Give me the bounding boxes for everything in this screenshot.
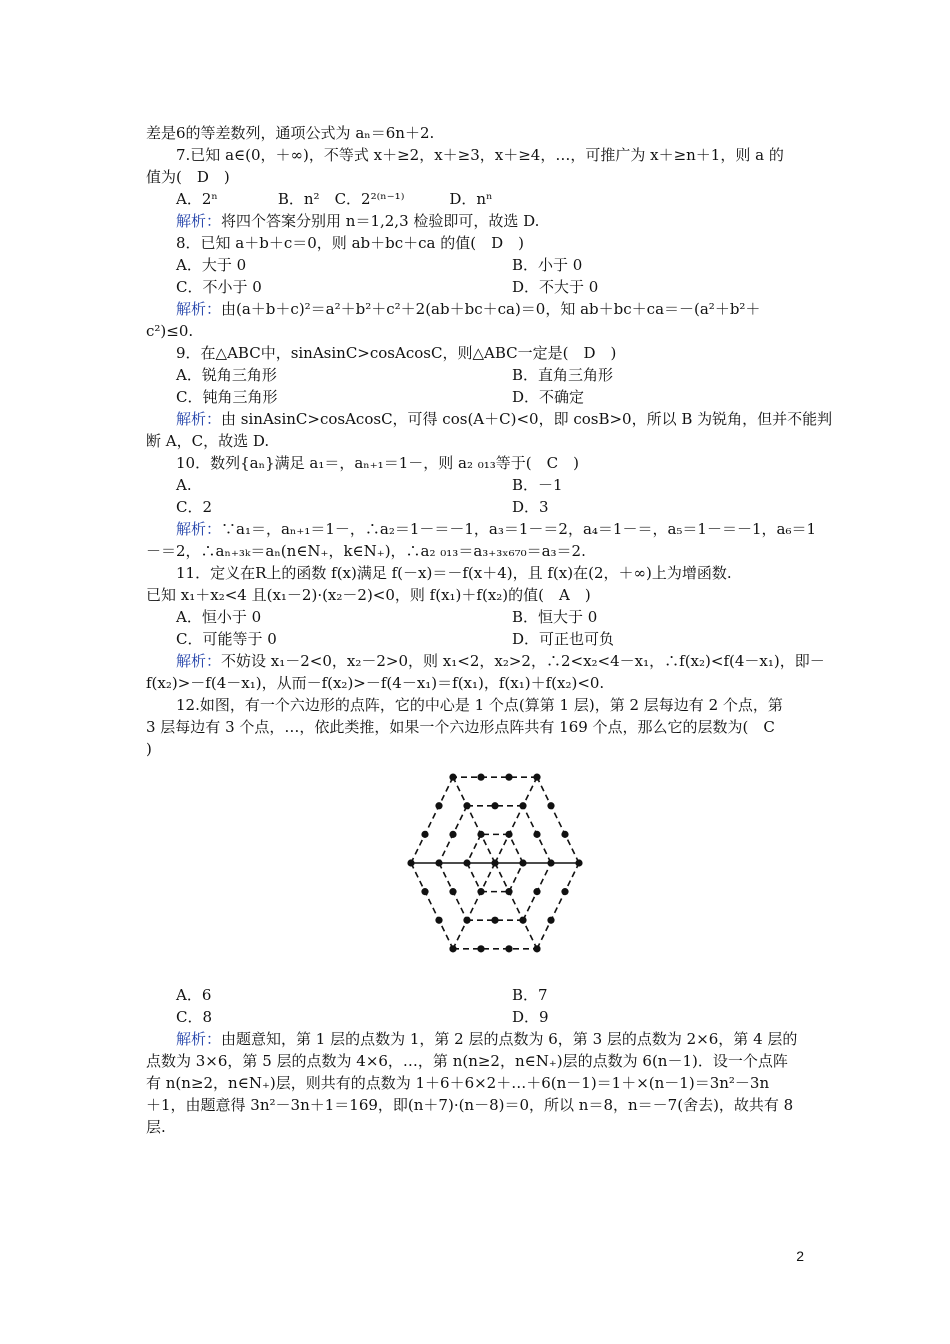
solution-text: 不妨设 x₁－2<0，x₂－2>0，则 x₁<2，x₂>2，∴2<x₂<4－x₁，∴f(x₂)<f(4－x₁)，即－ — [221, 652, 825, 670]
lattice-dot — [575, 859, 582, 866]
text-line: 已知 x₁＋x₂<4 且(x₁－2)·(x₂－2)<0，则 f(x₁)＋f(x₂)的值( A ) — [146, 586, 591, 604]
option-8a — [176, 255, 583, 275]
solution-9 — [176, 409, 832, 429]
lattice-dot — [449, 831, 456, 838]
lattice-dot — [561, 888, 568, 895]
dashed-edge — [495, 863, 537, 949]
solution-text: 由(a＋b＋c)²＝a²＋b²＋c²＋2(ab＋bc＋ca)＝0，知 ab＋bc＋ca＝－(a²＋b²＋ — [221, 300, 761, 318]
option-c: C．不小于 0 — [176, 278, 262, 296]
page-number: 2 — [796, 1248, 804, 1264]
lattice-dot — [421, 888, 428, 895]
text-line: 断 A，C，故选 D. — [146, 432, 270, 450]
lattice-dot — [505, 945, 512, 952]
dashed-edge — [467, 834, 481, 863]
dashed-edge — [537, 863, 579, 949]
option-10c — [176, 497, 549, 517]
option-c: C．钝角三角形 — [176, 388, 278, 406]
text-line: f(x₂)>－f(4－x₁)，从而－f(x₂)>－f(4－x₁)＝f(x₁)，f(x₁)＋f(x₂)<0. — [146, 674, 605, 692]
option-b: B．恒大于 0 — [512, 608, 598, 626]
option-11c — [176, 629, 615, 649]
solution-label: 解析： — [176, 1030, 222, 1048]
dashed-edge — [411, 863, 453, 949]
solution-text: ∵a₁＝，aₙ₊₁＝1－，∴a₂＝1－＝－1，a₃＝1－＝2，a₄＝1－＝，a₅＝1－＝－1，a₆＝1 — [221, 520, 817, 538]
option-b: B．直角三角形 — [512, 366, 614, 384]
lattice-dot — [547, 917, 554, 924]
lattice-dot — [533, 831, 540, 838]
lattice-dot — [505, 831, 512, 838]
option-a: A．6 — [176, 986, 212, 1004]
solution-label: 解析： — [176, 520, 222, 538]
text-line: 有 n(n≥2，n∈N₊)层，则共有的点数为 1＋6＋6×2＋…＋6(n－1)＝1＋×(n－1)＝3n²－3n — [146, 1074, 770, 1092]
solution-8 — [176, 299, 760, 319]
option-8c — [176, 277, 599, 297]
lattice-dot — [519, 917, 526, 924]
options-7: A．2ⁿ B．n² C．2²⁽ⁿ⁻¹⁾ D．nⁿ — [176, 190, 493, 208]
lattice-dot — [435, 859, 442, 866]
solution-label: 解析： — [176, 652, 222, 670]
text-line: －＝2，∴aₙ₊₃ₖ＝aₙ(n∈N₊，k∈N₊)，∴a₂ ₀₁₃＝a₃₊₃ₓ₆₇₀＝a₃＝2. — [146, 542, 586, 560]
option-d: D．不确定 — [512, 388, 585, 406]
text-line: c²)≤0. — [146, 322, 194, 340]
lattice-dot — [421, 831, 428, 838]
solution-12 — [176, 1029, 797, 1049]
option-d: D．不大于 0 — [512, 278, 599, 296]
option-12c — [176, 1007, 549, 1027]
option-c: C．8 — [176, 1008, 213, 1026]
option-10a — [176, 475, 563, 495]
hexagon-dot-lattice-figure — [400, 752, 590, 974]
option-b: B．小于 0 — [512, 256, 583, 274]
solution-label: 解析： — [176, 300, 222, 318]
solution-text: 由题意知，第 1 层的点数为 1，第 2 层的点数为 6，第 3 层的点数为 2×6，第 4 层的 — [221, 1030, 798, 1048]
lattice-dot — [547, 859, 554, 866]
lattice-dot — [463, 859, 470, 866]
lattice-dot — [491, 859, 498, 866]
option-a: A. — [176, 476, 192, 494]
lattice-dot — [407, 859, 414, 866]
option-d: D．9 — [512, 1008, 549, 1026]
lattice-dot — [449, 888, 456, 895]
lattice-dot — [477, 945, 484, 952]
lattice-dot — [491, 917, 498, 924]
lattice-dot — [477, 831, 484, 838]
option-b: B．－1 — [512, 476, 563, 494]
text-line: 层. — [146, 1118, 166, 1136]
lattice-dot — [533, 774, 540, 781]
lattice-dot — [533, 888, 540, 895]
option-12a — [176, 985, 548, 1005]
question-11: 11．定义在R上的函数 f(x)满足 f(－x)＝－f(x＋4)，且 f(x)在(2，＋∞)上为增函数. — [176, 564, 732, 582]
lattice-dot — [477, 888, 484, 895]
lattice-dot — [449, 945, 456, 952]
lattice-dot — [435, 917, 442, 924]
option-c: C．可能等于 0 — [176, 630, 277, 648]
solution-text: 将四个答案分别用 n＝1,2,3 检验即可，故选 D. — [221, 212, 540, 230]
question-9: 9．在△ABC中，sinAsinC>cosAcosC，则△ABC一定是( D ) — [176, 344, 617, 362]
dashed-edge — [537, 777, 579, 863]
option-b: B．7 — [512, 986, 548, 1004]
question-7: 7.已知 a∈(0，＋∞)，不等式 x＋≥2，x＋≥3，x＋≥4，…，可推广为 x＋≥n＋1，则 a 的 — [176, 146, 784, 164]
lattice-dot — [561, 831, 568, 838]
lattice-dot — [463, 802, 470, 809]
text-line: 3 层每边有 3 个点，…，依此类推，如果一个六边形点阵共有 169 个点，那么它的层数为( C — [146, 718, 775, 736]
text-line: ＋1，由题意得 3n²－3n＋1＝169，即(n＋7)·(n－8)＝0，所以 n＝8，n＝－7(舍去)，故共有 8 — [146, 1096, 794, 1114]
lattice-dot — [463, 917, 470, 924]
text-line: 点数为 3×6，第 5 层的点数为 4×6，…，第 n(n≥2，n∈N₊)层的点数为 6(n－1)．设一个点阵 — [146, 1052, 788, 1070]
option-c: C．2 — [176, 498, 213, 516]
lattice-dot — [491, 802, 498, 809]
dashed-edge — [509, 834, 523, 863]
option-a: A．大于 0 — [176, 256, 247, 274]
text-line: 值为( D ) — [146, 168, 230, 186]
solution-7 — [176, 211, 539, 231]
option-d: D．可正也可负 — [512, 630, 615, 648]
lattice-dot — [519, 802, 526, 809]
solution-text: 由 sinAsinC>cosAcosC，可得 cos(A＋C)<0，即 cosB>0，所以 B 为锐角，但并不能判 — [221, 410, 833, 428]
text-line: ) — [146, 740, 152, 758]
dashed-edge — [467, 863, 481, 892]
option-11a — [176, 607, 598, 627]
lattice-dot — [477, 774, 484, 781]
lattice-dot — [505, 774, 512, 781]
solution-11 — [176, 651, 825, 671]
lattice-dot — [435, 802, 442, 809]
dashed-edge — [411, 777, 453, 863]
question-8: 8．已知 a＋b＋c＝0，则 ab＋bc＋ca 的值( D ) — [176, 234, 524, 252]
dashed-edge — [509, 863, 523, 892]
lattice-dot — [547, 802, 554, 809]
question-10: 10．数列{aₙ}满足 a₁＝，aₙ₊₁＝1－，则 a₂ ₀₁₃等于( C ) — [176, 454, 579, 472]
question-12: 12.如图，有一个六边形的点阵，它的中心是 1 个点(算第 1 层)，第 2 层每边有 2 个点，第 — [176, 696, 783, 714]
solution-label: 解析： — [176, 212, 222, 230]
lattice-dot — [449, 774, 456, 781]
option-a: A．锐角三角形 — [176, 366, 277, 384]
lattice-dot — [505, 888, 512, 895]
text-line: 差是6的等差数列，通项公式为 aₙ＝6n＋2. — [146, 124, 435, 142]
option-a: A．恒小于 0 — [176, 608, 262, 626]
option-9a — [176, 365, 614, 385]
solution-label: 解析： — [176, 410, 222, 428]
option-d: D．3 — [512, 498, 549, 516]
solution-10 — [176, 519, 816, 539]
option-9c — [176, 387, 585, 407]
lattice-dot — [519, 859, 526, 866]
lattice-dot — [533, 945, 540, 952]
dashed-edge — [453, 777, 495, 863]
